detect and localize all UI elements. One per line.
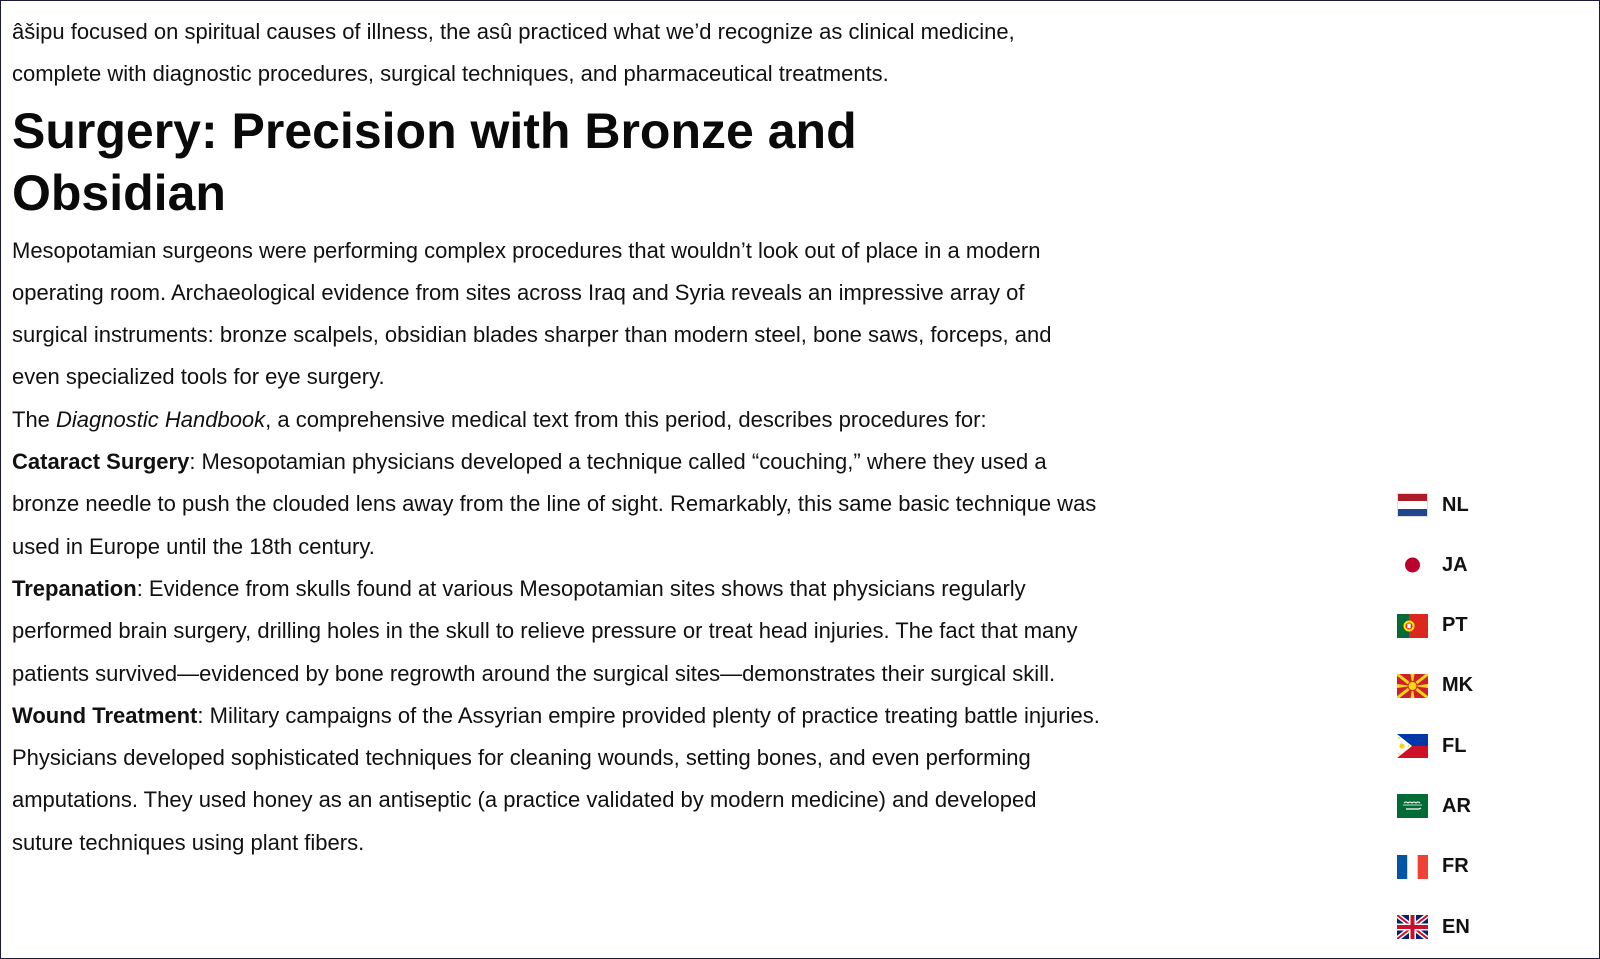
language-option-fl[interactable] [1397,731,1517,761]
uk-flag-icon [1397,915,1428,939]
language-code: JA [1442,553,1468,576]
handbook-prefix: The [12,406,57,432]
language-code: PT [1442,614,1468,637]
item-text: : Military campaigns of the Assyrian empire provided plenty of practice treating battle injuries. Physicians developed sophisticated techniques for cleaning wounds, setting bones, and even performing amputations. They used honey as an antiseptic (a practice validated by modern medicine) and developed suture techniques using plant fibers. [12,702,1100,855]
item-text: : Mesopotamian physicians developed a technique called “couching,” where they used a bronze needle to push the clouded lens away from the line of sight. Remarkably, this same basic technique was used in Europe until the 18th century. [12,449,1097,559]
item-text: : Evidence from skulls found at various Mesopotamian sites shows that physicians regularly performed brain surgery, drilling holes in the skull to relieve pressure or treat head injuries. The fact that many patients survived—evidenced by bone regrowth around the surgical sites—demonstrates their surgical skill. [12,575,1078,686]
item-term: Trepanation [12,575,137,601]
paragraph-handbook [12,399,1102,441]
paragraph-surgeons: Mesopotamian surgeons were performing complex procedures that wouldn’t look out of place in a modern operating room. Archaeological evidence from sites across Iraq and Syria reveals an impressive array of surgical instruments: bronze scalpels, obsidian blades sharper than modern steel, bone saws, forceps, and even specialized tools for eye surgery. [12,237,1052,390]
language-option-ar[interactable] [1397,791,1517,821]
macedonia-flag-icon [1397,674,1428,698]
item-term: Wound Treatment [12,702,198,728]
language-option-en[interactable] [1397,912,1517,942]
saudi-arabia-flag-icon [1397,794,1428,818]
language-option-mk[interactable] [1397,671,1517,701]
language-code: AR [1442,794,1471,817]
article-body [12,11,1102,864]
language-switcher [1397,490,1517,959]
language-option-fr[interactable] [1397,852,1517,882]
france-flag-icon [1397,855,1428,879]
handbook-suffix: , a comprehensive medical text from this period, describes procedures for: [265,406,987,432]
list-item [12,568,1102,695]
intro-paragraph: âšipu focused on spiritual causes of illness, the asû practiced what we’d recognize as clinical medicine, complete with diagnostic procedures, surgical techniques, and pharmaceutical treatments. [12,19,1015,87]
list-item [12,441,1102,568]
handbook-title: Diagnostic Handbook [56,406,266,432]
item-term: Cataract Surgery [12,449,190,475]
japan-flag-icon [1397,553,1428,577]
language-option-nl[interactable] [1397,490,1517,520]
language-code: FL [1442,734,1467,757]
language-code: MK [1442,674,1474,697]
language-code: FR [1442,855,1469,878]
netherlands-flag-icon [1397,493,1428,517]
language-option-pt[interactable] [1397,611,1517,641]
portugal-flag-icon [1397,614,1428,638]
philippines-flag-icon [1397,734,1428,758]
section-heading: Surgery: Precision with Bronze and Obsidian [12,102,857,221]
language-option-ja[interactable] [1397,550,1517,580]
list-item [12,695,1102,864]
language-code: EN [1442,915,1470,938]
language-code: NL [1442,493,1469,516]
